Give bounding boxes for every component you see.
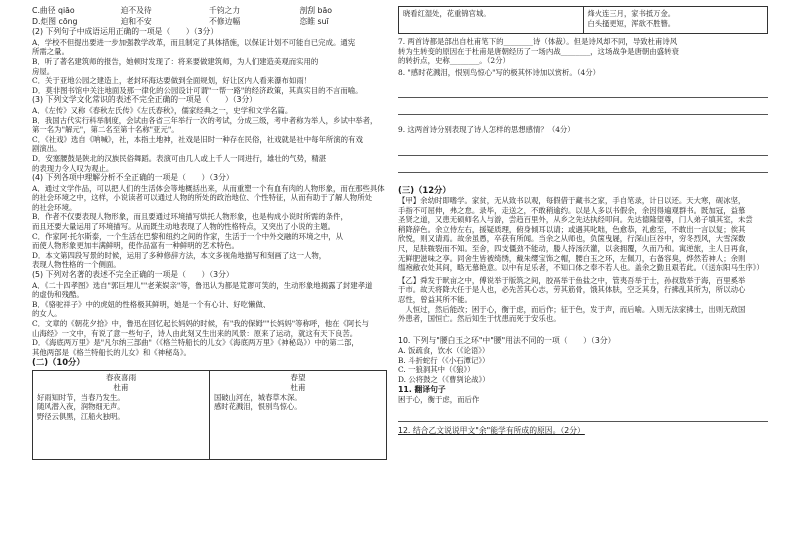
answer-line[interactable]: [398, 162, 768, 173]
poem-1-line: 野径云俱黑，江船火独明。: [37, 412, 125, 422]
q5-line: B．《骆驼祥子》中的虎妞的性格极其鲜明，她是一个有心计、好吃懒做、: [32, 299, 271, 309]
poem-1-cell: [33, 371, 210, 460]
poem-2-line: 白头搔更短，浑欲不胜簪。: [587, 18, 676, 28]
q2-line: D．莫非图书馆中关注地面及那一律化的公园设计可谓"一帮一路"的经济政策，其真实目的不言而喻。: [32, 85, 363, 95]
option-c-2: 迫不及待: [120, 6, 152, 15]
q2-line: A．学校不但提出要进一步加强教学改革，而且制定了具体措施，以保证计划不可能自已完成。通宪: [32, 37, 356, 47]
poems-table: [32, 370, 387, 460]
poem-2-line: 国破山河在，城春草木深。: [214, 392, 302, 402]
poem-1-line: 晓看红湿处，花重锦官城。: [403, 9, 491, 18]
poem-1-line: 好雨知时节，当春乃发生。: [37, 392, 125, 402]
answer-line[interactable]: [398, 145, 768, 156]
poem-2-title: 春望: [290, 373, 306, 383]
option-row-c: [32, 6, 387, 17]
poem-2-continued: [583, 7, 768, 34]
section-2-heading: (二)（10分）: [32, 357, 85, 368]
section-3-heading: (三)（12分）: [398, 184, 451, 195]
question-7: [398, 37, 768, 66]
jia-line: 稍降辞色。余立侍左右，援疑质理，俯身倾耳以请；或遇其叱咄，色愈恭，礼愈至，不敢出一言以复；俟其: [398, 224, 746, 234]
yi-line: 【乙】舜发于畎亩之中，傅说举于版筑之间，胶鬲举于鱼盐之中，管夷吾举于士，孙叔敖举于海，百里奚举: [398, 275, 746, 285]
jia-line: 圣贤之道，又患无硕师名人与游，尝趋百里外，从乡之先达执经叩问。先达德隆望尊，门人弟子填其室，未尝: [398, 215, 753, 225]
q5-line: A．《二十四孝图》选自"郭巨埋儿""老莱娱亲"等，鲁迅认为都是荒谬可笑的，生动形象地揭露了封建孝道: [32, 280, 373, 290]
yi-line: 于市。故天将降大任于是人也，必先苦其心志，劳其筋骨，饿其体肤，空乏其身，行拂乱其所为，所以动心: [398, 285, 746, 295]
poem-2-line: 烽火连三月，家书抵万金。: [587, 9, 676, 18]
q4-line: 的社会环境之中，这样，小说读者可以通过人物的所处的政治地位、个性特征，从而有助于了解人物所处: [32, 193, 372, 203]
question-4-stem: (4) 下列各项中理解分析不全正确的一项是（ ）（3分）: [32, 173, 234, 183]
q10-option-b: B. 斗折蛇行（《小石潭记》）: [398, 355, 490, 365]
answer-line[interactable]: [398, 104, 768, 115]
passage-jia: [398, 196, 768, 273]
poem-1-title: 春夜喜雨: [105, 373, 137, 383]
q3-line: 第一名为"解元"，第二名至第十名称"亚元"。: [32, 125, 179, 135]
q5-line: 的虚伪和残酷。: [32, 290, 84, 300]
q5-line: D．《海底两万里》是"凡尔纳三部曲"（《格兰特船长的儿女》《海底两万里》《神秘岛》）中的第二部，: [32, 338, 359, 348]
q4-line: B．作者不仅要表现人物形象，而且要通过环境描写烘托人物形象，也是构成小说时所需的条件，: [32, 212, 348, 222]
poems-table-continued: [398, 6, 768, 34]
jia-line: 缊袍敝衣处其间，略无慕艳意。以中有足乐者，不知口体之奉不若人也。盖余之勤且艰若此。（《送东阳马生序》）: [398, 263, 764, 273]
poem-1-author: 杜甫: [113, 382, 129, 392]
yi-line: 忍性，曾益其所不能。: [398, 294, 472, 304]
question-4-options: [32, 184, 387, 270]
question-2-stem: (2) 下列句子中成语运用正确的一项是（ ）（3分）: [32, 27, 219, 37]
q3-line: D．安塞腰鼓是陕北的汉族民俗舞蹈。表演可由几人或上千人一同进行，雄壮的气势，精湛: [32, 153, 327, 163]
passage-yi: [398, 276, 768, 324]
jia-line: 欣悦，则又请焉。故余虽愚，卒获有所闻。当余之从师也，负箧曳屣，行深山巨谷中，穷冬烈风，大雪深数: [398, 234, 746, 244]
q4-line: A．通过文学作品，可以把人们的生活体会等地概括出来，从而重塑一个有血有肉的人物形象，而在那些具体: [32, 183, 385, 193]
answer-line[interactable]: [398, 411, 768, 422]
q5-line: 其他两部是《格兰特船长的儿女》和《神秘岛》。: [32, 347, 191, 357]
question-3-stem: (3) 下列文学文化常识的表述不完全正确的一项是（ ）（3分）: [32, 95, 258, 105]
question-10-stem: 10. 下列与"腰白玉之环"中"腰"用法不同的一项（ ）（3分）: [398, 335, 616, 345]
q3-line: A．《左传》又称《春秋左氏传》《左氏春秋》，儒家经典之一，史学和文学名篇。: [32, 105, 293, 115]
question-11-stem: 11. 翻译句子: [398, 384, 446, 394]
q4-line: 而且还要大量运用了环境描写。从而既生动地表现了人物的性格特点，又突出了小说的主题。: [32, 222, 336, 232]
q2-line: 所需之量。: [32, 47, 69, 57]
q2-line: C．关于亚地公园之建造上，老封环海达要做到全面规划，好让区内人看来瀑布如雨！: [32, 76, 312, 86]
question-3-options: [32, 106, 387, 173]
poem-2-line: 感时花溅泪，恨别鸟惊心。: [214, 402, 302, 412]
jia-line: 尺，足肤皲裂而不知。至舍，四支僵劲不能动，媵人持汤沃灌，以衾拥覆，久而乃和。寓逆旅，主人日再食，: [398, 243, 753, 253]
option-d-4: 恣睢 suī: [299, 16, 329, 26]
q10-option-c: C. 一狼洞其中（《狼》）: [398, 365, 475, 375]
left-column: [32, 0, 387, 460]
q10-option-d: D. 公将鼓之（《曹刿论战》）: [398, 375, 490, 385]
q3-line: B．我国古代实行科举制度，会试由各省三年举行一次的考试，分成三级，考中者称为举人，乡试中举者，: [32, 115, 378, 125]
q11-sentence: 困于心，衡于虑，而后作: [398, 395, 480, 405]
q2-line: B．听了著名建筑师的报告，她顿时发现了：将来要做建筑师，为人们建造美观而实用的: [32, 56, 319, 66]
q3-line: 剧演出。: [32, 144, 62, 154]
answer-line[interactable]: [398, 87, 768, 98]
jia-line: 手指不可屈伸，弗之怠。录毕，走送之，不敢稍逾约。以是人多以书假余，余因得遍观群书。既加冠，益慕: [398, 205, 746, 215]
poem-2-author: 杜甫: [290, 382, 306, 392]
yi-line: 人恒过，然后能改；困于心，衡于虑，而后作；征于色，发于声，而后喻。入则无法家拂士，出则无敌国: [398, 304, 746, 314]
q7-line: 7. 两首诗都是部出自杜甫笔下的________诗（体裁）。但是诗风却不同，导致杜甫诗风: [398, 37, 678, 46]
jia-line: 【甲】余幼时即嗜学。家贫，无从致书以观，每假借于藏书之家，手自笔录，计日以还。天大寒，砚冰坚，: [398, 195, 746, 205]
option-d-1: D.炬图 cōng: [32, 16, 78, 26]
yi-line: 外患者，国恒亡。然后知生于忧患而死于安乐也。: [398, 314, 561, 324]
option-d-2: 迫和不安: [120, 16, 152, 26]
option-c-3: 千钧之力: [208, 6, 241, 15]
option-row-d: [32, 17, 387, 28]
jia-line: 无鲜肥滋味之享。同舍生皆被绮绣，戴朱缨宝饰之帽，腰白玉之环，左佩刀，右备容臭，烨然若神人；余则: [398, 253, 746, 263]
poem-2-cell: [210, 371, 387, 460]
q4-line: 表现人物性格的一个侧面。: [32, 260, 121, 270]
question-12: 12. 结合乙文说说甲文"余"能学有所成的原因。（2分）: [398, 425, 585, 435]
q7-line: 转为生转变的原因在于杜甫是唐朝经历了一场内战________，这场战争是唐朝由盛转衰: [398, 46, 679, 56]
question-8: 8. "感时花溅泪，恨别鸟惊心"写的极其怀诗加以赏析。（4分）: [398, 67, 600, 77]
question-2-options: [32, 38, 387, 96]
q4-line: 的社会环境。: [32, 202, 77, 212]
question-9: 9. 这两首诗分别表现了诗人怎样的思想感情？（4分）: [398, 125, 575, 135]
poem-1-continued: [399, 7, 584, 34]
option-d-3: 不修边幅: [208, 16, 241, 26]
q4-line: C．作家阿·托尔斯泰，一个生活在巴黎和纽约之间的作家，生活于一个中外交融的环境之中，从: [32, 231, 344, 241]
q5-line: 的女人。: [32, 309, 62, 319]
question-5-options: [32, 281, 387, 358]
q7-line: 的转折点，史称________。（2分）: [398, 56, 510, 66]
option-c-1: C.曲径 qiāo: [32, 6, 75, 15]
right-column: [398, 0, 768, 436]
q2-line: 房屋。: [32, 66, 55, 76]
q10-option-a: A. 饭疏食，饮水（《论语》）: [398, 346, 490, 356]
option-c-4: 剖刮 bāo: [299, 6, 333, 15]
q5-line: 山海经》一文中，有说了意一些句子，诗人由此刻又生出来的风景：原来了运动，就这有天下良苦。: [32, 328, 358, 338]
q5-line: C．文章的《朝花夕拾》中，鲁迅在回忆起长妈妈的时候，有"我的保姆""长妈妈"等称呼，他在《阿长与: [32, 319, 370, 328]
question-5-stem: (5) 下列对名著的表述不完全正确的一项是（ ）（3分）: [32, 270, 234, 280]
q4-line: 而使人物形象更加丰满鲜明，使作品富有一种鲜明的艺术特色。: [32, 241, 239, 251]
q3-line: 的表现力令人叹为观止。: [32, 163, 114, 173]
q4-line: D．本文第四段写景的时候，运用了多种修辞方法，本文多视角地描写和刻画了这一人物，: [32, 250, 327, 260]
poem-1-line: 随风潜入夜，润物细无声。: [37, 402, 125, 412]
q3-line: C．《社戏》选自《呐喊》，社，本指土地神，社戏是旧时一种存在民俗，社戏就是社中每年所演的有戏: [32, 134, 363, 144]
